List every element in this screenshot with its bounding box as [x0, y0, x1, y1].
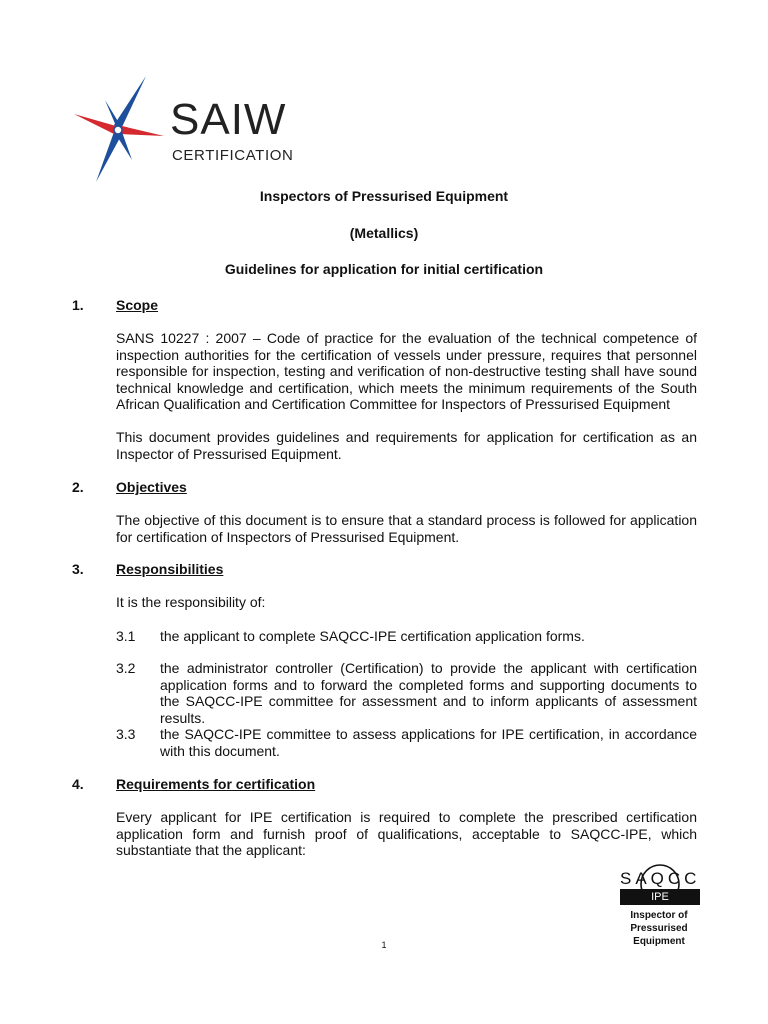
responsibilities-intro: It is the responsibility of:: [116, 594, 266, 610]
star-icon: [70, 70, 170, 190]
section-number: 3.: [72, 561, 84, 577]
objectives-paragraph: The objective of this document is to ensure that a standard process is followed for application for certification of Inspectors of Pressurised Equipment.: [116, 512, 697, 545]
section-heading-objectives: Objectives: [116, 479, 187, 495]
page-number: 1: [381, 940, 387, 950]
saiw-logo: [70, 70, 330, 190]
section-number: 1.: [72, 297, 84, 313]
logo-wordmark: SAIW: [170, 95, 287, 144]
saqcc-ipe-badge: [616, 862, 704, 952]
scope-paragraph: SANS 10227 : 2007 – Code of practice for the evaluation of the technical competence of inspection authorities for the certification of vessels under pressure, requires that personnel responsible for inspection, testing and verification of non-destructive testing shall have sound technical knowledge and certification, which meets the minimum requirements of the South African Qualification and Certification Committee for Inspectors of Pressurised Equipment: [116, 330, 697, 413]
badge-caption-line: Equipment: [633, 936, 685, 947]
badge-label: IPE: [620, 889, 700, 905]
section-heading-requirements: Requirements for certification: [116, 776, 316, 792]
list-item-text: the applicant to complete SAQCC-IPE certification application forms.: [160, 628, 585, 644]
section-number: 2.: [72, 479, 84, 495]
badge-caption: [616, 909, 702, 948]
badge-letters: SAQCC: [620, 869, 701, 888]
document-heading: Guidelines for application for initial certification: [224, 261, 544, 277]
badge-caption-line: Pressurised: [630, 923, 688, 934]
scope-paragraph-2: This document provides guidelines and requirements for application for certification as an Inspector of Pressurised Equipment.: [116, 429, 697, 462]
document-subtitle: (Metallics): [349, 225, 419, 241]
document-title: Inspectors of Pressurised Equipment: [259, 188, 509, 204]
logo-subtitle: CERTIFICATION: [172, 147, 294, 164]
list-item-text: the SAQCC-IPE committee to assess applications for IPE certification, in accordance with this document.: [160, 726, 697, 759]
section-heading-scope: Scope: [116, 297, 159, 313]
section-heading-responsibilities: Responsibilities: [116, 561, 224, 577]
list-item-text: the administrator controller (Certification) to provide the applicant with certification application forms and to forward the completed forms and supporting documents to the SAQCC-IPE committee for assessment and to inform applicants of assessment results.: [160, 660, 697, 726]
list-item-number: 3.3: [116, 726, 136, 742]
list-item-number: 3.1: [116, 628, 136, 644]
section-number: 4.: [72, 776, 84, 792]
list-item-number: 3.2: [116, 660, 136, 676]
badge-caption-line: Inspector of: [630, 910, 688, 921]
requirements-paragraph: Every applicant for IPE certification is required to complete the prescribed certification application form and furnish proof of qualifications, acceptable to SAQCC-IPE, which substantiate that the applicant:: [116, 809, 697, 859]
